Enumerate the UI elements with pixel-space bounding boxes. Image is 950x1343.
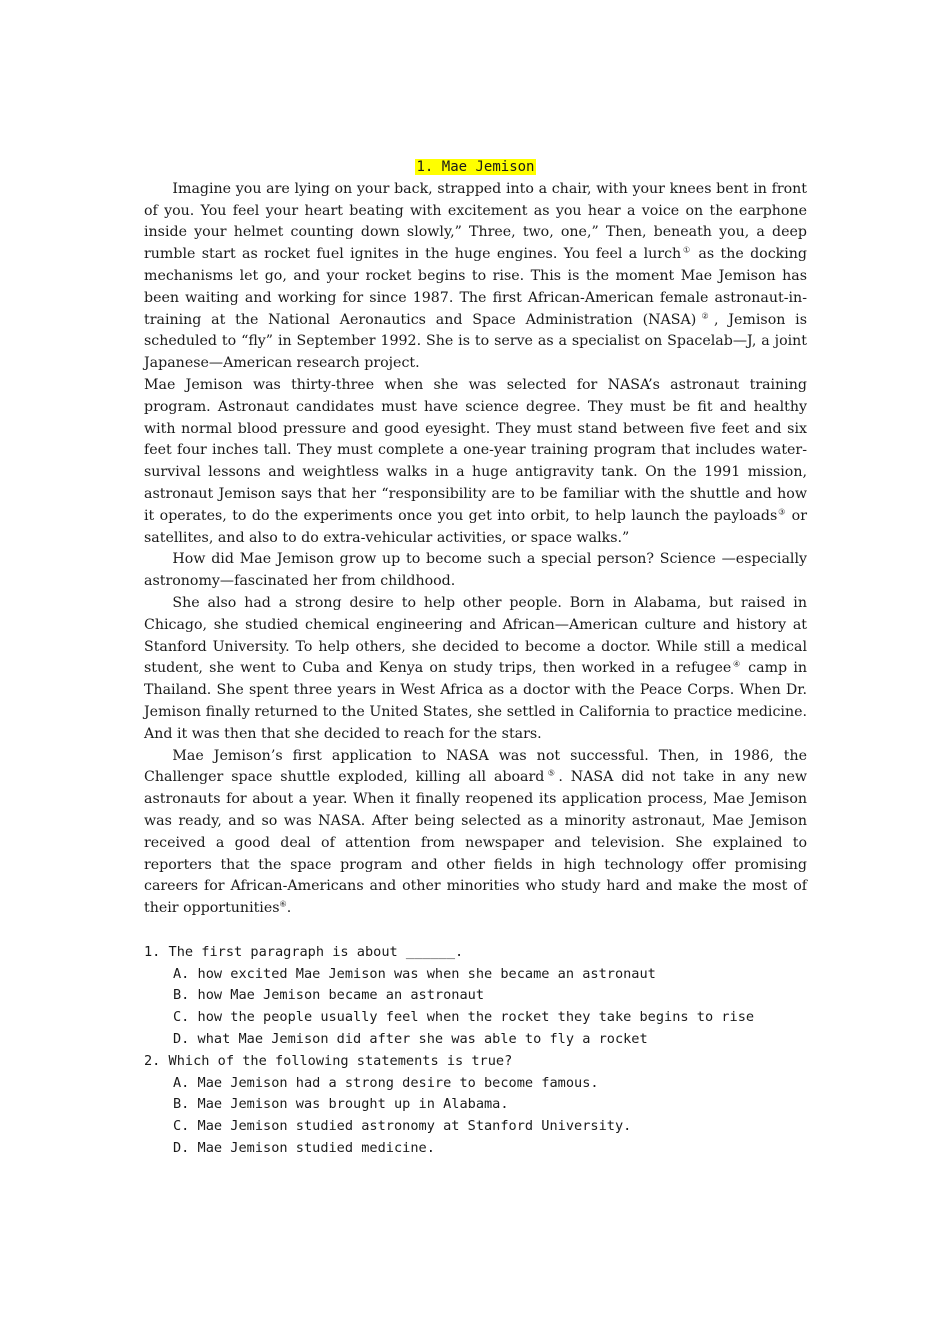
- questions-section: [144, 942, 807, 1160]
- article-title: 1. Mae Jemison: [416, 159, 535, 175]
- footnote-marker-6: ⑥: [279, 899, 287, 909]
- paragraph-2-text-b: or satellites, and also to do extra-vehicular activities, or space walks.”: [144, 507, 807, 546]
- footnote-marker-5: ⑤: [544, 768, 559, 778]
- footnote-marker-2: ②: [696, 310, 715, 320]
- footnote-marker-3: ③: [777, 507, 787, 517]
- article-body: [144, 157, 807, 1160]
- paragraph-3: How did Mae Jemison grow up to become such a special person? Science —especially astronomy—fascinated her from childhood.: [144, 551, 807, 590]
- question-2-option-c: C. Mae Jemison studied astronomy at Stanford University.: [173, 1118, 632, 1135]
- paragraph-5: [144, 746, 807, 920]
- paragraph-1-text-c: , Jemison is scheduled to “fly” in September 1992. She is to serve as a specialist on Spacelab—J, a joint Japanese—American research project.: [144, 311, 808, 372]
- question-1-stem: 1. The first paragraph is about ______.: [144, 943, 464, 960]
- question-1-option-a: A. how excited Mae Jemison was when she became an astronaut: [173, 965, 656, 982]
- question-1-option-c: C. how the people usually feel when the rocket they take begins to rise: [173, 1009, 755, 1026]
- title-row: [144, 157, 807, 179]
- question-2-option-d: D. Mae Jemison studied medicine.: [173, 1140, 435, 1157]
- footnote-marker-4: ④: [731, 659, 742, 669]
- question-2-stem: 2. Which of the following statements is true?: [144, 1052, 513, 1069]
- paragraph-1-text-b: as the docking mechanisms let go, and your rocket begins to rise. This is the moment Mae Jemison has been waiting and working for since 1987. The first African-American female astronaut-in-training at the National Aeronautics and Space Administration (NASA): [144, 246, 808, 328]
- question-1-option-d: D. what Mae Jemison did after she was able to fly a rocket: [173, 1031, 648, 1048]
- question-2-option-b: B. Mae Jemison was brought up in Alabama.: [173, 1096, 509, 1113]
- paragraph-5-text-a: Mae Jemison’s first application to NASA was not successful. Then, in 1986, the Challenger space shuttle exploded, killing all aboard: [144, 747, 807, 786]
- question-2-option-a: A. Mae Jemison had a strong desire to become famous.: [173, 1074, 599, 1091]
- footnote-marker-1: ①: [681, 245, 693, 255]
- paragraph-1-text-a: Imagine you are lying on your back, strapped into a chair, with your knees bent in front of you. You feel your heart beating with excitement as you hear a voice on the earphone inside your helmet counting down slowly,” Three, two, one,” Then, beneath you, a deep rumble start as rocket fuel ignites in the huge engines. You feel a lurch: [144, 180, 807, 263]
- paragraph-4: [144, 593, 807, 746]
- paragraph-5-text-b: . NASA did not take in any new astronauts for about a year. When it finally reopened its application process, Mae Jemison was ready, and so was NASA. After being selected as a minority astronaut, Mae Jemison received a good deal of attention from newspaper and television. She explained to reporters that the space program and other fields in high technology offer promising careers for African-Americans and other minorities who study hard and make the most of their opportunities: [144, 769, 808, 917]
- paragraph-2-text-a: Mae Jemison was thirty-three when she was selected for NASA’s astronaut training program. Astronaut candidates must have science degree. They must be fit and healthy with normal blood pressure and good eyesight. They must stand between five feet and six feet four inches tall. They must complete a one-year training program that includes water-survival lessons and weightless walks in a huge antigravity tank. On the 1991 mission, astronaut Jemison says that her “responsibility are to be familiar with the shuttle and how it operates, to do the experiments once you get into orbit, to help launch the payloads: [144, 376, 807, 524]
- paragraph-5-text-c: .: [286, 900, 292, 917]
- question-1-option-b: B. how Mae Jemison became an astronaut: [173, 987, 484, 1004]
- paragraph-4-text-b: camp in Thailand. She spent three years in West Africa as a doctor with the Peace Corps. When Dr. Jemison finally returned to the United States, she settled in California to practice medicine. And it was then that she decided to reach for the stars.: [144, 660, 808, 742]
- paragraph-4-text-a: She also had a strong desire to help other people. Born in Alabama, but raised in Chicago, she studied chemical engineering and African—American culture and history at Stanford University. To help others, she decided to become a doctor. While still a medical student, she went to Cuba and Kenya on study trips, then worked in a refugee: [144, 594, 807, 677]
- paragraph-1: [144, 179, 807, 375]
- paragraph-2: [144, 375, 807, 549]
